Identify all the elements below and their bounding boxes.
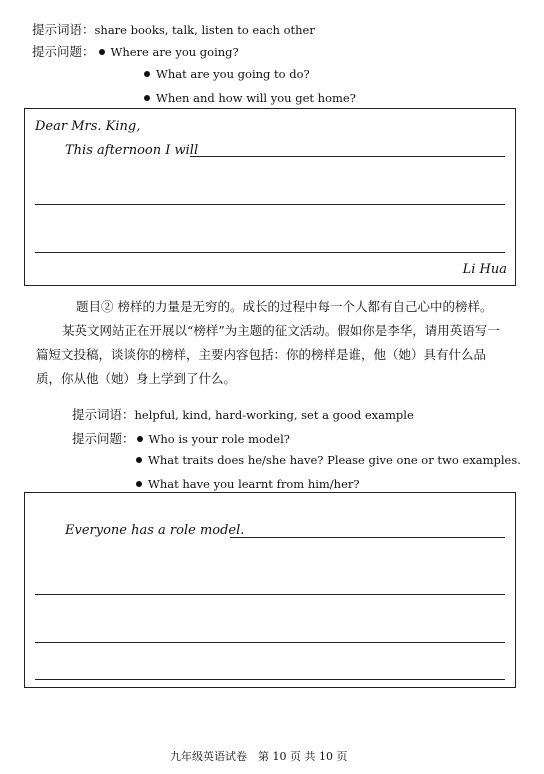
task2-starter: Everyone has a role model. [65,523,245,538]
task2-paragraph-line-2: 篇短文投稿，谈谈你的榜样，主要内容包括：你的榜样是谁，他（她）具有什么品 [36,347,487,362]
task1-question-text: When and how will you get home? [156,91,356,105]
task2-paragraph-line-1: 某英文网站正在开展以“榜样”为主题的征文活动。假如你是李华，请用英语写一 [62,323,500,338]
task2-title: 题目② 榜样的力量是无穷的。成长的过程中每一个人都有自己心中的榜样。 [76,299,493,314]
task1-hint-words [32,20,315,38]
task2-hint-words-text: helpful, kind, hard-working, set a good example [134,408,414,422]
task1-greeting: Dear Mrs. King, [35,119,141,134]
task1-question-text: What are you going to do? [156,67,310,81]
task2-paragraph-line-3: 质，你从他（她）身上学到了什么。 [36,371,237,386]
task2-hint-question-1 [72,429,290,447]
task2-hint-words [72,405,414,423]
bullet-icon [137,436,143,442]
task1-answer-line-3[interactable] [35,252,505,253]
task1-answer-line-1[interactable] [190,156,505,157]
task1-answer-line-2[interactable] [35,204,505,205]
bullet-icon [136,481,142,487]
task1-hint-question-1 [32,42,239,60]
task1-writing-box [24,108,516,286]
task2-answer-line-3[interactable] [35,642,505,643]
task2-writing-box [24,492,516,688]
task1-starter: This afternoon I will [65,143,199,158]
task1-hint-words-text: share books, talk, listen to each other [94,23,315,37]
task1-question-text: Where are you going? [110,45,239,59]
task2-answer-line-4[interactable] [35,679,505,680]
page-footer: 九年级英语试卷 第 10 页 共 10 页 [170,750,348,763]
task1-hint-words-label: 提示词语： [32,22,95,37]
task1-hint-question-2 [144,67,310,81]
task2-hint-questions-label: 提示问题： [72,431,135,446]
bullet-icon [144,95,150,101]
task2-answer-line-2[interactable] [35,594,505,595]
task2-question-text: Who is your role model? [148,432,290,446]
task2-question-text: What traits does he/she have? Please give one or two examples. [148,453,521,467]
bullet-icon [136,457,142,463]
task2-hint-question-3 [136,477,360,491]
task1-hint-question-3 [144,91,356,105]
task2-question-text: What have you learnt from him/her? [148,477,360,491]
bullet-icon [99,49,105,55]
task1-hint-questions-label: 提示问题： [32,44,95,59]
task1-signature: Li Hua [462,262,507,277]
bullet-icon [144,71,150,77]
task2-answer-line-1[interactable] [230,537,505,538]
task2-hint-words-label: 提示词语： [72,407,135,422]
task2-hint-question-2 [136,453,521,467]
